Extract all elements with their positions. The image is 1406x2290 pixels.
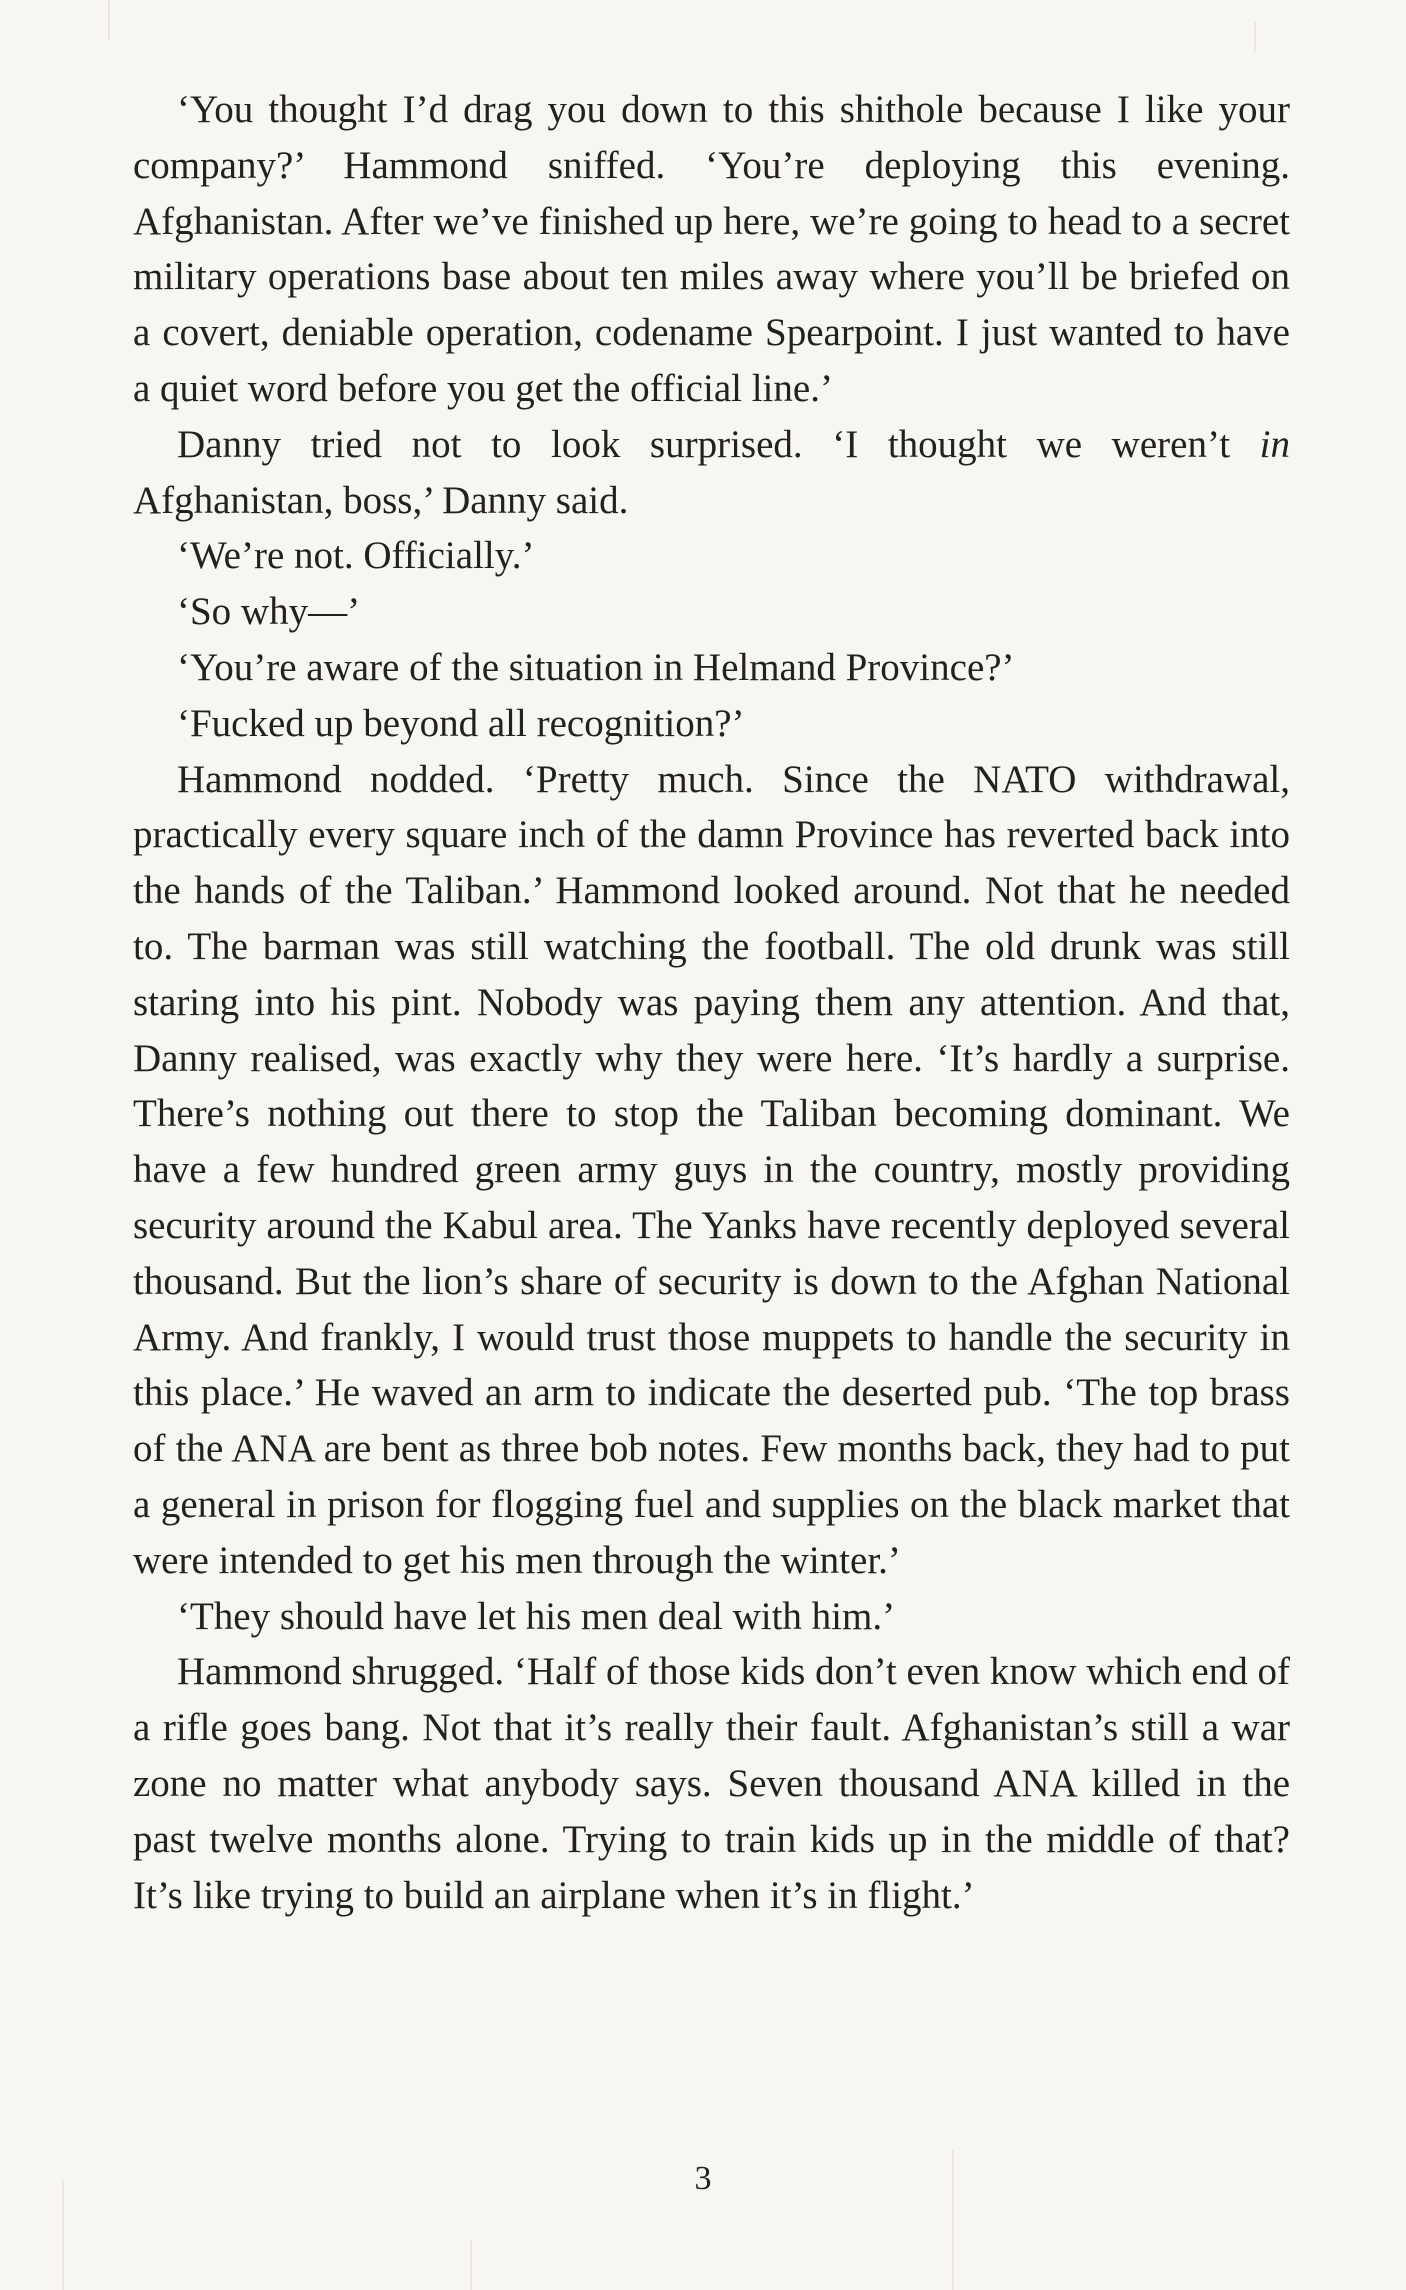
paragraph: ‘You thought I’d drag you down to this shithole because I like your company?’ Hammond sniffed. ‘You’re deploying this evening. Afghanistan. After we’ve finished up here, we’re going to head to a secret military operations base about ten miles away where you’ll be briefed on a covert, deniable operation, codename Spearpoint. I just wanted to have a quiet word before you get the official line.’ [133,88,1290,410]
show-through-mark [470,2240,472,2290]
paragraph: ‘Fucked up beyond all recognition?’ [177,701,745,745]
paragraph [133,417,1290,529]
show-through-mark [1254,22,1256,52]
paragraph: Hammond shrugged. ‘Half of those kids don’t even know which end of a rifle goes bang. Not that it’s really their fault. Afghanistan’s still a war zone no matter what anybody says. Seven thousand ANA killed in the past twelve months alone. Trying to train kids up in the middle of that? It’s like trying to build an airplane when it’s in flight.’ [133,1650,1290,1917]
paragraph-text: Danny tried not to look surprised. ‘I thought we weren’t [177,422,1260,466]
paragraph: Hammond nodded. ‘Pretty much. Since the NATO withdrawal, practically every square inch of the damn Province has reverted back into the hands of the Taliban.’ Hammond looked around. Not that he needed to. The barman was still watching the football. The old drunk was still staring into his pint. Nobody was paying them any attention. And that, Danny realised, was exactly why they were here. ‘It’s hardly a surprise. There’s nothing out there to stop the Taliban becoming dominant. We have a few hundred green army guys in the country, mostly providing security around the Kabul area. The Yanks have recently deployed several thousand. But the lion’s share of security is down to the Afghan National Army. And frankly, I would trust those muppets to handle the security in this place.’ He waved an arm to indicate the deserted pub. ‘The top brass of the ANA are bent as three bob notes. Few months back, they had to put a general in prison for flogging fuel and supplies on the black market that were intended to get his men through the winter.’ [133,757,1290,1582]
paragraph-text: Afghanistan, boss,’ Danny said. [133,478,629,522]
show-through-mark [108,0,110,40]
paragraph: ‘They should have let his men deal with him.’ [177,1594,896,1638]
paragraph: ‘We’re not. Officially.’ [177,534,535,578]
page-number: 3 [694,2160,712,2197]
paragraph: ‘You’re aware of the situation in Helmand Province?’ [177,645,1015,689]
paragraph: ‘So why—’ [177,590,361,634]
body-text [133,82,1290,1923]
emphasis-text: in [1259,422,1290,466]
